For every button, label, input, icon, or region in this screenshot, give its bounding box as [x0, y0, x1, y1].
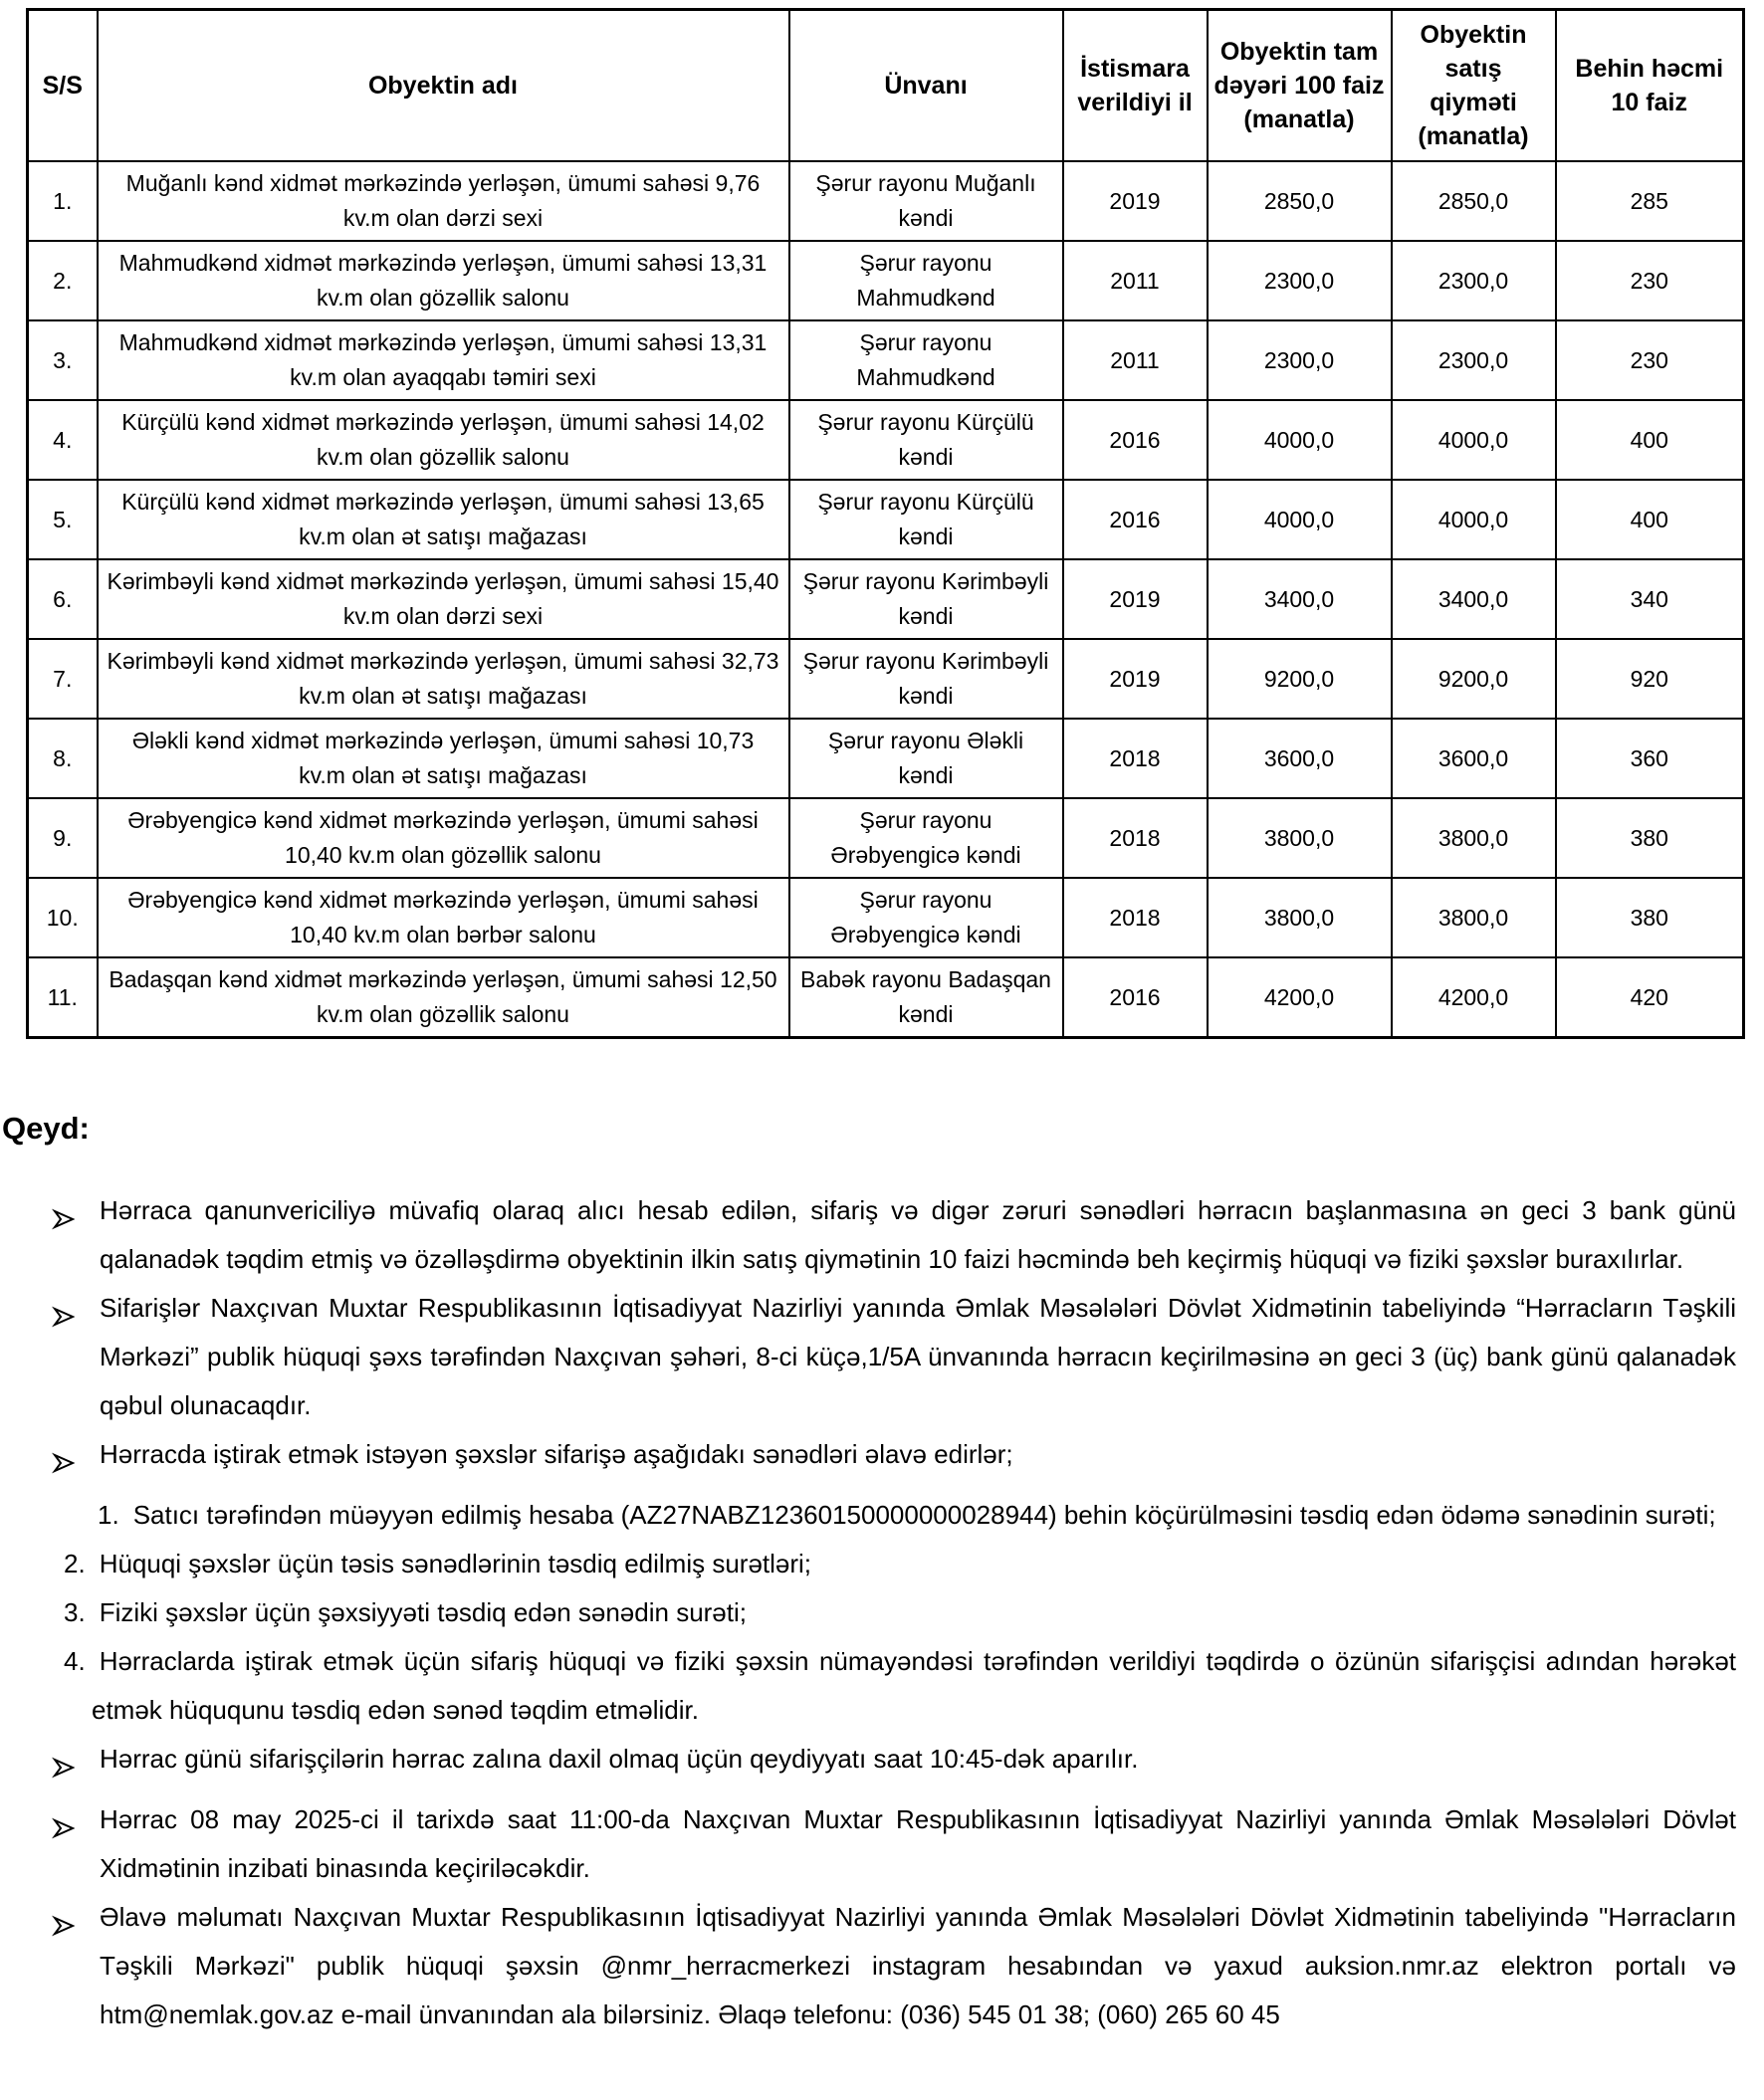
notes-section — [0, 1111, 1764, 2039]
table-row — [28, 719, 1744, 798]
table-cell: Ərəbyengicə kənd xidmət mərkəzində yerləşən, ümumi sahəsi 10,40 kv.m olan gözəllik salonu — [98, 798, 789, 878]
table-cell: 4000,0 — [1208, 400, 1392, 480]
subitem-number: 1. — [98, 1500, 119, 1530]
table-row — [28, 161, 1744, 241]
table-cell: Ərəbyengicə kənd xidmət mərkəzində yerləşən, ümumi sahəsi 10,40 kv.m olan bərbər salonu — [98, 878, 789, 957]
table-cell: 400 — [1556, 400, 1744, 480]
table-cell: Ələkli kənd xidmət mərkəzində yerləşən, ümumi sahəsi 10,73 kv.m olan ət satışı mağazası — [98, 719, 789, 798]
table-row — [28, 559, 1744, 639]
table-cell: 380 — [1556, 798, 1744, 878]
note-text: Hərraca qanunvericiliyə müvafiq olaraq alıcı hesab edilən, sifariş və digər zəruri sənədləri hərracın başlanmasına ən geci 3 bank günü qalanadək təqdim etmiş və özəlləşdirmə obyektinin ilkin satış qiymətinin 10 faizi həcmində beh keçirmiş hüquqi və fiziki şəxslər buraxılırlar. — [100, 1195, 1736, 1274]
table-body — [28, 161, 1744, 1038]
notes-heading: Qeyd: — [2, 1111, 90, 1146]
table-cell: 285 — [1556, 161, 1744, 241]
table-header-row — [28, 10, 1744, 162]
subitem-text: Satıcı tərəfindən müəyyən edilmiş hesaba (AZ27NABZ12360150000000028944) behin köçürülməsini təsdiq edən ödəmə sənədinin surəti; — [132, 1500, 1716, 1530]
note-text: Sifarişlər Naxçıvan Muxtar Respublikasının İqtisadiyyat Nazirliyi yanında Əmlak Məsələləri Dövlət Xidmətinin tabeliyində “Hərracların Təşkili Mərkəzi” publik hüquqi şəxs tərəfindən Naxçıvan şəhəri, 8-ci küçə,1/5A ünvanında hərracın keçirilməsinə ən geci 3 (üç) bank günü qalanadək qəbul olunacaqdır. — [100, 1293, 1736, 1420]
table-row — [28, 798, 1744, 878]
table-row — [28, 320, 1744, 400]
table-cell: 11. — [28, 957, 98, 1038]
bullet-arrow-icon — [52, 1735, 100, 1795]
table-cell: 3600,0 — [1208, 719, 1392, 798]
note-subitem — [0, 1540, 1736, 1588]
table-cell: 3400,0 — [1392, 559, 1556, 639]
table-cell: 4000,0 — [1392, 400, 1556, 480]
table-cell: Şərur rayonu Muğanlı kəndi — [789, 161, 1063, 241]
table-cell: 3800,0 — [1392, 798, 1556, 878]
table-cell: 3800,0 — [1392, 878, 1556, 957]
table-cell: Kərimbəyli kənd xidmət mərkəzində yerləşən, ümumi sahəsi 32,73 kv.m olan ət satışı mağazası — [98, 639, 789, 719]
table-cell: 3. — [28, 320, 98, 400]
column-header-full-value: Obyektin tam dəyəri 100 faiz (manatla) — [1208, 10, 1392, 162]
table-cell: 2019 — [1063, 639, 1208, 719]
table-cell: 2016 — [1063, 400, 1208, 480]
note-subitem — [0, 1637, 1736, 1735]
column-header-year-in-service: İstismara verildiyi il — [1063, 10, 1208, 162]
table-cell: Şərur rayonu Ərəbyengicə kəndi — [789, 878, 1063, 957]
table-cell: 2016 — [1063, 957, 1208, 1038]
table-cell: 8. — [28, 719, 98, 798]
table-cell: 7. — [28, 639, 98, 719]
table-cell: 2300,0 — [1392, 320, 1556, 400]
table-cell: 4200,0 — [1392, 957, 1556, 1038]
subitem-number: 3. — [64, 1597, 86, 1627]
table-cell: 2018 — [1063, 798, 1208, 878]
table-cell: Kürçülü kənd xidmət mərkəzində yerləşən, ümumi sahəsi 14,02 kv.m olan gözəllik salonu — [98, 400, 789, 480]
table-cell: 2016 — [1063, 480, 1208, 559]
bullet-arrow-icon — [52, 1430, 100, 1491]
table-cell: 2300,0 — [1392, 241, 1556, 320]
table-cell: Badaşqan kənd xidmət mərkəzində yerləşən, ümumi sahəsi 12,50 kv.m olan gözəllik salonu — [98, 957, 789, 1038]
table-cell: 340 — [1556, 559, 1744, 639]
column-header-address: Ünvanı — [789, 10, 1063, 162]
table-cell: 1. — [28, 161, 98, 241]
table-cell: 9200,0 — [1392, 639, 1556, 719]
table-row — [28, 480, 1744, 559]
note-subitem — [0, 1588, 1736, 1637]
table-row — [28, 957, 1744, 1038]
note-bullet — [0, 1186, 1736, 1284]
table-cell: Mahmudkənd xidmət mərkəzində yerləşən, ümumi sahəsi 13,31 kv.m olan ayaqqabı təmiri sexi — [98, 320, 789, 400]
note-text: Hərrac 08 may 2025-ci il tarixdə saat 11:00-da Naxçıvan Muxtar Respublikasının İqtisadiyyat Nazirliyi yanında Əmlak Məsələləri Dövlət Xidmətinin inzibati binasında keçiriləcəkdir. — [100, 1804, 1736, 1883]
table-cell: 10. — [28, 878, 98, 957]
table-cell: 4. — [28, 400, 98, 480]
note-subitem — [0, 1491, 1736, 1540]
table-cell: 420 — [1556, 957, 1744, 1038]
table-cell: Kərimbəyli kənd xidmət mərkəzində yerləşən, ümumi sahəsi 15,40 kv.m olan dərzi sexi — [98, 559, 789, 639]
table-cell: 2018 — [1063, 719, 1208, 798]
table-cell: 230 — [1556, 320, 1744, 400]
table-cell: Şərur rayonu Ərəbyengicə kəndi — [789, 798, 1063, 878]
table-header — [28, 10, 1744, 162]
table-row — [28, 241, 1744, 320]
table-cell: Muğanlı kənd xidmət mərkəzində yerləşən, ümumi sahəsi 9,76 kv.m olan dərzi sexi — [98, 161, 789, 241]
column-header-ss: S/S — [28, 10, 98, 162]
table-cell: 4000,0 — [1392, 480, 1556, 559]
table-cell: 6. — [28, 559, 98, 639]
subitem-text: Hərraclarda iştirak etmək üçün sifariş hüquqi və fiziki şəxsin nümayəndəsi tərəfindən verildiyi təqdirdə o özünün sifarişçisi adından hərəkət etmək hüququnu təsdiq edən sənəd təqdim etməlidir. — [92, 1646, 1736, 1725]
table-cell: 2. — [28, 241, 98, 320]
table-row — [28, 639, 1744, 719]
table-cell: Şərur rayonu Kərimbəyli kəndi — [789, 559, 1063, 639]
column-header-deposit: Behin həcmi 10 faiz — [1556, 10, 1744, 162]
note-text: Əlavə məlumatı Naxçıvan Muxtar Respublikasının İqtisadiyyat Nazirliyi yanında Əmlak Məsələləri Dövlət Xidmətinin tabeliyində "Hərracların Təşkili Mərkəzi" publik hüquqi şəxsin @nmr_herracmerkezi instagram hesabından və yaxud auksion.nmr.az elektron portalı və htm@nemlak.gov.az e-mail ünvanından ala bilərsiniz. Əlaqə telefonu: (036) 545 01 38; (060) 265 60 45 — [100, 1902, 1736, 2029]
table-cell: 2018 — [1063, 878, 1208, 957]
table-cell: 400 — [1556, 480, 1744, 559]
table-cell: 2850,0 — [1392, 161, 1556, 241]
table-cell: 2300,0 — [1208, 320, 1392, 400]
table-cell: 2019 — [1063, 559, 1208, 639]
table-cell: 3600,0 — [1392, 719, 1556, 798]
table-cell: Şərur rayonu Mahmudkənd — [789, 320, 1063, 400]
subitem-number: 2. — [64, 1549, 86, 1578]
bullet-arrow-icon — [52, 1795, 100, 1856]
table-cell: 2019 — [1063, 161, 1208, 241]
table-cell: Şərur rayonu Ələkli kəndi — [789, 719, 1063, 798]
table-cell: Şərur rayonu Kürçülü kəndi — [789, 480, 1063, 559]
bullet-arrow-icon — [52, 1893, 100, 1954]
auction-objects-table — [26, 8, 1745, 1039]
note-bullet — [0, 1284, 1736, 1430]
subitem-text: Fiziki şəxslər üçün şəxsiyyəti təsdiq edən sənədin surəti; — [99, 1597, 747, 1627]
note-bullet — [0, 1893, 1736, 2039]
note-bullet — [0, 1735, 1736, 1795]
table-cell: 9200,0 — [1208, 639, 1392, 719]
table-cell: Şərur rayonu Kürçülü kəndi — [789, 400, 1063, 480]
table-row — [28, 878, 1744, 957]
table-cell: 3400,0 — [1208, 559, 1392, 639]
table-cell: 4000,0 — [1208, 480, 1392, 559]
column-header-sale-price: Obyektin satış qiyməti (manatla) — [1392, 10, 1556, 162]
table-cell: 230 — [1556, 241, 1744, 320]
table-cell: 360 — [1556, 719, 1744, 798]
table-cell: 2011 — [1063, 320, 1208, 400]
table-cell: Şərur rayonu Mahmudkənd — [789, 241, 1063, 320]
table-cell: 3800,0 — [1208, 798, 1392, 878]
table-cell: 2011 — [1063, 241, 1208, 320]
column-header-object-name: Obyektin adı — [98, 10, 789, 162]
subitem-text: Hüquqi şəxslər üçün təsis sənədlərinin təsdiq edilmiş surətləri; — [99, 1549, 812, 1578]
table-cell: 5. — [28, 480, 98, 559]
table-cell: Mahmudkənd xidmət mərkəzində yerləşən, ümumi sahəsi 13,31 kv.m olan gözəllik salonu — [98, 241, 789, 320]
table-cell: Kürçülü kənd xidmət mərkəzində yerləşən, ümumi sahəsi 13,65 kv.m olan ət satışı mağazası — [98, 480, 789, 559]
table-cell: 2300,0 — [1208, 241, 1392, 320]
table-cell: 2850,0 — [1208, 161, 1392, 241]
note-text: Hərracda iştirak etmək istəyən şəxslər sifarişə aşağıdakı sənədləri əlavə edirlər; — [100, 1439, 1013, 1469]
note-text: Hərrac günü sifarişçilərin hərrac zalına daxil olmaq üçün qeydiyyatı saat 10:45-dək aparılır. — [100, 1744, 1139, 1774]
table-cell: 9. — [28, 798, 98, 878]
bullet-arrow-icon — [52, 1284, 100, 1345]
table-cell: 4200,0 — [1208, 957, 1392, 1038]
note-bullet — [0, 1430, 1736, 1491]
table-cell: Babək rayonu Badaşqan kəndi — [789, 957, 1063, 1038]
table-cell: Şərur rayonu Kərimbəyli kəndi — [789, 639, 1063, 719]
table-row — [28, 400, 1744, 480]
subitem-number: 4. — [64, 1646, 86, 1676]
table-cell: 3800,0 — [1208, 878, 1392, 957]
bullet-arrow-icon — [52, 1186, 100, 1247]
table-cell: 920 — [1556, 639, 1744, 719]
table-cell: 380 — [1556, 878, 1744, 957]
note-bullet — [0, 1795, 1736, 1893]
